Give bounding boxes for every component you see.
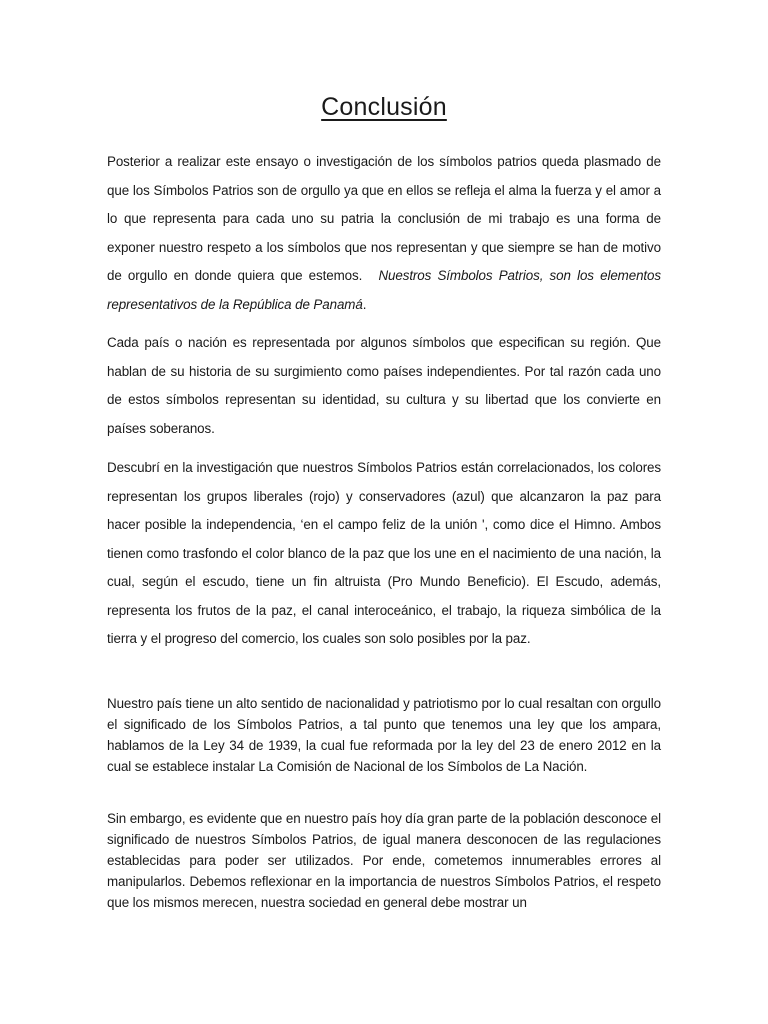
paragraph-1-text: Posterior a realizar este ensayo o investigación de los símbolos patrios queda plasmado de que los Símbolos Patrios son de orgullo ya que en ellos se refleja el alma la fuerza y el amor a lo que representa para cada uno su patria la conclusión de mi trabajo es una forma de exponer nuestro respeto a los símbolos que nos representan y que siempre se han de motivo de orgullo en donde quiera que estemos [107,154,661,283]
paragraph-3: Descubrí en la investigación que nuestros Símbolos Patrios están correlacionados, los colores representan los grupos liberales (rojo) y conservadores (azul) que alcanzaron la paz para hacer posible la independencia, ‘en el campo feliz de la unión ', como dice el Himno. Ambos tienen como trasfondo el color blanco de la paz que los une en el nacimiento de una nación, la cual, según el escudo, tiene un fin altruista (Pro Mundo Beneficio). El Escudo, además, representa los frutos de la paz, el canal interoceánico, el trabajo, la riqueza simbólica de la tierra y el progreso del comercio, los cuales son solo posibles por la paz. [107,460,661,646]
paragraph-1-italic: Nuestros Símbolos Patrios, son los elementos representativos de la República de Panamá [107,268,661,312]
paragraph-1 [107,148,661,319]
paragraph-1-end: . [362,296,367,312]
paragraph-4: Nuestro país tiene un alto sentido de nacionalidad y patriotismo por lo cual resaltan con orgullo el significado de los Símbolos Patrios, a tal punto que tenemos una ley que los ampara, hablamos de la Ley 34 de 1939, la cual fue reformada por la ley del 23 de enero 2012 en la cual se establece instalar La Comisión de Nacional de los Símbolos de La Nación. [107,696,661,774]
paragraph-1-period: . [358,268,363,283]
paragraph-5: Sin embargo, es evidente que en nuestro país hoy día gran parte de la población desconoce el significado de nuestros Símbolos Patrios, de igual manera desconocen de las regulaciones establecidas para poder ser utilizados. Por ende, cometemos innumerables errores al manipularlos. Debemos reflexionar en la importancia de nuestros Símbolos Patrios, el respeto que los mismos merecen, nuestra sociedad en general debe mostrar un [107,811,661,910]
page-title: Conclusión [321,93,447,121]
paragraph-2: Cada país o nación es representada por algunos símbolos que especifican su región. Que hablan de su historia de su surgimiento como países independientes. Por tal razón cada uno de estos símbolos representan su identidad, su cultura y su libertad que los convierte en países soberanos. [107,335,661,436]
